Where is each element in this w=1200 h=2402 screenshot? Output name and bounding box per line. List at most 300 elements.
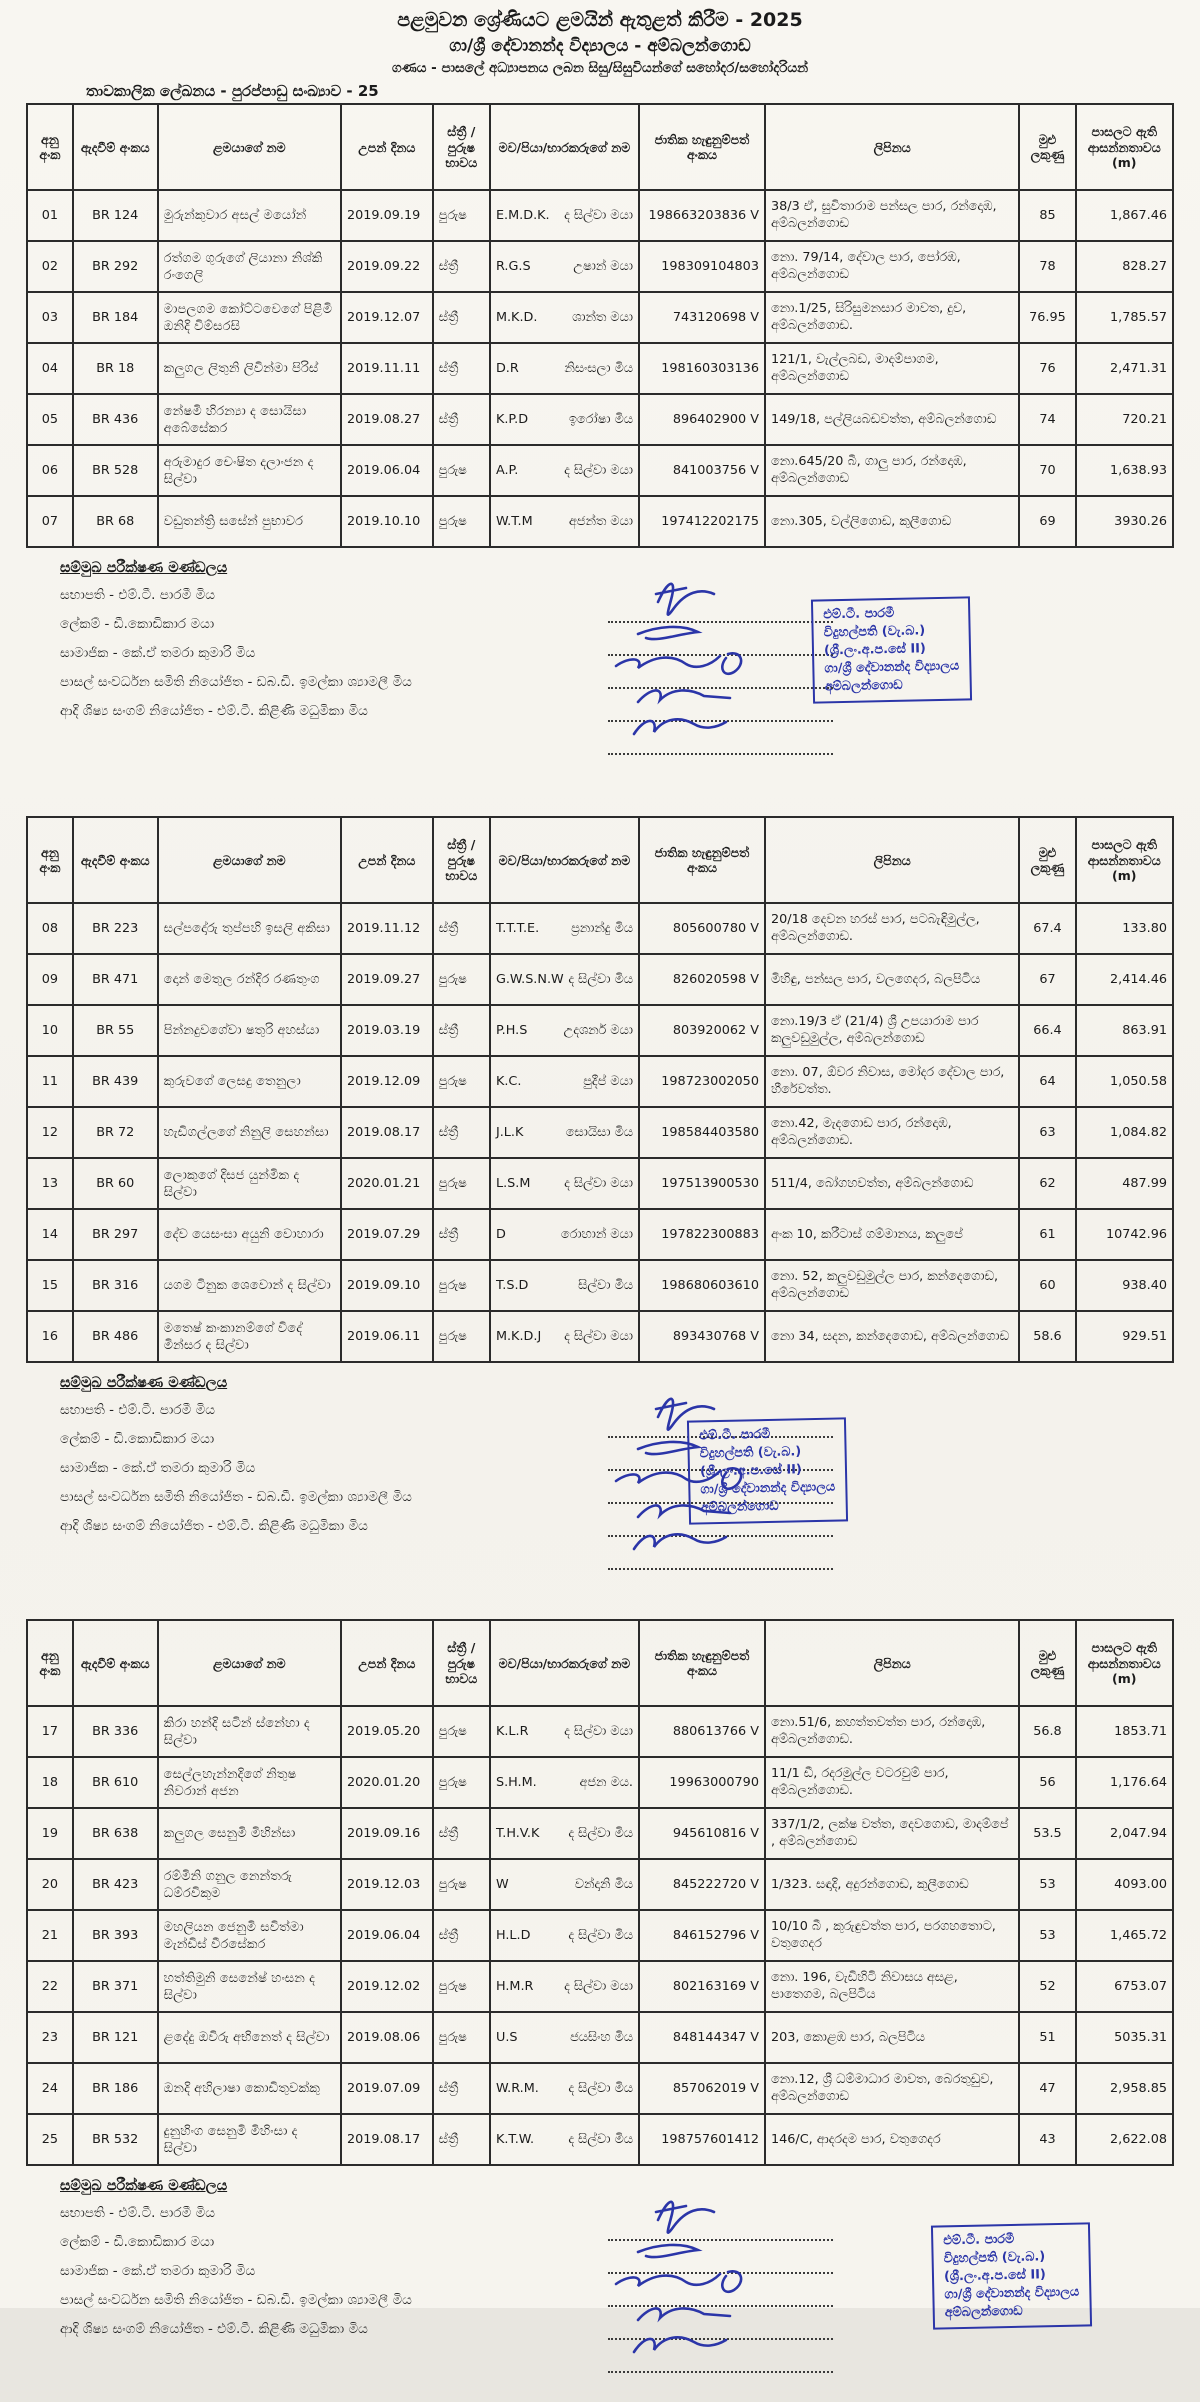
col-address: ලිපිනය [765, 1620, 1019, 1706]
section-2 [26, 816, 1174, 1573]
cell-dob: 2019.06.04 [341, 445, 433, 496]
board-member-line: ලේකම් - ඩී.කොඩිකාර මයා [60, 1431, 215, 1448]
cell-admission-no: BR 68 [73, 496, 158, 547]
guardian-name: රොහාන් මයා [560, 1226, 633, 1242]
cell-guardian [490, 343, 639, 394]
cell-address: නො. 07, ඕවර නිවාස, මෝදර දේවාල පාර, හීරේවත්ත. [765, 1056, 1019, 1107]
col-address: ලිපිනය [765, 817, 1019, 903]
table-header-row [27, 1620, 1173, 1706]
table-row [27, 1808, 1173, 1859]
guardian-initials: M.K.D.J [495, 1328, 542, 1344]
cell-child-name: රම්මිනි ගනුල නෙන්තරු ධම්රවිකුම [158, 1859, 341, 1910]
table-row [27, 445, 1173, 496]
cell-serial: 05 [27, 394, 73, 445]
cell-serial: 14 [27, 1209, 73, 1260]
guardian-initials: M.K.D. [495, 309, 538, 325]
cell-guardian [490, 1056, 639, 1107]
cell-address: 337/1/2, ලක්ෂ වත්ත, දෙවගොඩ, මාදම්පේ , අම්බලන්ගොඩ [765, 1808, 1019, 1859]
cell-address: 203, කොළඹ පාර, බලපිටිය [765, 2012, 1019, 2063]
board-member-line: ආදි ශිෂ්‍ය සංගම් නියෝජිත - එම්.ටී. කිළිණි මධුමිකා මිය [60, 703, 368, 720]
col-guardian-name: මව/පියා/භාරකරුගේ නම [490, 104, 639, 190]
cell-address: නො.1/25, සිරිසුමනසාර මාවත, දුව, අම්බලන්ගොඩ. [765, 292, 1019, 343]
table-row [27, 1706, 1173, 1757]
cell-total-marks: 62 [1019, 1158, 1075, 1209]
guardian-initials: W.T.M [495, 513, 533, 529]
document-title: පළමුවන ශ්‍රේණියට ළමයින් ඇතුළත් කිරීම - 2025 [397, 9, 803, 31]
cell-gender: පුරුෂ [433, 496, 490, 547]
col-total-marks: මුළු ලකුණු [1019, 104, 1075, 190]
cell-nic: 841003756 V [639, 445, 765, 496]
cell-gender: ස්ත්‍රී [433, 2063, 490, 2114]
board-member-line: ලේකම් - ඩී.කොඩිකාර මයා [60, 2234, 215, 2251]
guardian-initials: E.M.D.K. [495, 207, 550, 223]
cell-guardian [490, 1260, 639, 1311]
cell-gender: පුරුෂ [433, 2012, 490, 2063]
stamp-line: අම්බලන්ගොඩ [944, 2303, 1023, 2321]
cell-dob: 2019.12.07 [341, 292, 433, 343]
guardian-name: ද සිල්වා මිය [568, 1825, 633, 1841]
cell-nic: 826020598 V [639, 954, 765, 1005]
cell-nic: 848144347 V [639, 2012, 765, 2063]
cell-serial: 17 [27, 1706, 73, 1757]
table-row [27, 190, 1173, 241]
cell-dob: 2019.09.16 [341, 1808, 433, 1859]
cell-nic: 802163169 V [639, 1961, 765, 2012]
table-row [27, 1260, 1173, 1311]
cell-distance: 2,414.46 [1076, 954, 1173, 1005]
board-member-line: සාමාජික - කේ.ඒ තමරා කුමාරි මිය [60, 2263, 256, 2280]
cell-gender: ස්ත්‍රී [433, 1107, 490, 1158]
cell-address: 1/323. සඳාදි, අදුරන්ගොඩ, කුලීගොඩ [765, 1859, 1019, 1910]
guardian-name: අජන්ත මයා [568, 513, 633, 529]
col-child-name: ළමයාගේ නම [158, 104, 341, 190]
cell-gender: ස්ත්‍රී [433, 2114, 490, 2165]
table-row [27, 241, 1173, 292]
interview-board-block-3 [60, 2178, 1174, 2338]
cell-distance: 863.91 [1076, 1005, 1173, 1056]
table-row [27, 343, 1173, 394]
cell-guardian [490, 445, 639, 496]
cell-address: 146/C, ආදරදම පාර, වතුගෙදර [765, 2114, 1019, 2165]
cell-total-marks: 53 [1019, 1859, 1075, 1910]
board-member-line: පාසල් සංවර්ධන සමිති නියෝජිත - ඩබ.ඩී. ඉමල්කා ශ්‍යාමලී මිය [60, 1489, 412, 1506]
guardian-name: පුදීප් මයා [583, 1073, 633, 1089]
cell-total-marks: 58.6 [1019, 1311, 1075, 1362]
interview-board-heading: සම්මුඛ පරීක්ෂණ මණ්ඩලය [60, 560, 228, 577]
table-row [27, 1311, 1173, 1362]
guardian-name: ද සිල්වා මිය [568, 2131, 633, 2147]
cell-gender: පුරුෂ [433, 1260, 490, 1311]
cell-total-marks: 69 [1019, 496, 1075, 547]
cell-admission-no: BR 72 [73, 1107, 158, 1158]
cell-dob: 2020.01.21 [341, 1158, 433, 1209]
cell-distance: 3930.26 [1076, 496, 1173, 547]
col-guardian-name: මව/පියා/භාරකරුගේ නම [490, 1620, 639, 1706]
cell-total-marks: 78 [1019, 241, 1075, 292]
principal-stamp [931, 2223, 1092, 2330]
cell-admission-no: BR 55 [73, 1005, 158, 1056]
cell-child-name: කිරා හන්දි සටින් ස්නේහා ද සිල්වා [158, 1706, 341, 1757]
guardian-name: නිසංසලා මිය [564, 360, 633, 376]
cell-guardian [490, 1107, 639, 1158]
cell-guardian [490, 1910, 639, 1961]
cell-child-name: පින්නදුවගේවා ෂතුරි අහස්යා [158, 1005, 341, 1056]
cell-distance: 2,958.85 [1076, 2063, 1173, 2114]
cell-total-marks: 51 [1019, 2012, 1075, 2063]
cell-admission-no: BR 297 [73, 1209, 158, 1260]
cell-dob: 2019.09.27 [341, 954, 433, 1005]
cell-total-marks: 76 [1019, 343, 1075, 394]
col-serial: අනු අංක [27, 1620, 73, 1706]
cell-admission-no: BR 124 [73, 190, 158, 241]
cell-address: නො 34, සදන, කන්දෙගොඩ, අම්බලන්ගොඩ [765, 1311, 1019, 1362]
guardian-name: සොයිසා මිය [565, 1124, 633, 1140]
cell-guardian [490, 1158, 639, 1209]
cell-child-name: යගම ටිනුක ශෙවොන් ද සිල්වා [158, 1260, 341, 1311]
cell-gender: පුරුෂ [433, 1056, 490, 1107]
cell-gender: පුරුෂ [433, 1706, 490, 1757]
cell-total-marks: 60 [1019, 1260, 1075, 1311]
cell-serial: 01 [27, 190, 73, 241]
cell-nic: 743120698 V [639, 292, 765, 343]
stamp-line: අම්බලන්ගොඩ [824, 677, 903, 695]
cell-serial: 09 [27, 954, 73, 1005]
cell-serial: 23 [27, 2012, 73, 2063]
cell-child-name: රත්ගම ගුරුගේ ලියානා නිශ්කි රංගෙලි [158, 241, 341, 292]
cell-dob: 2019.03.19 [341, 1005, 433, 1056]
admission-table-2 [26, 816, 1174, 1363]
col-guardian-name: මව/පියා/භාරකරුගේ නම [490, 817, 639, 903]
cell-gender: පුරුෂ [433, 1158, 490, 1209]
category-line: ගණය - පාසලේ අධ්‍යාපනය ලබන සිසු/සිසුවියන්ගේ සහෝදර/සහෝදරියන් [391, 59, 809, 76]
cell-nic: 197822300883 [639, 1209, 765, 1260]
cell-admission-no: BR 638 [73, 1808, 158, 1859]
cell-nic: 893430768 V [639, 1311, 765, 1362]
cell-gender: පුරුෂ [433, 1311, 490, 1362]
cell-distance: 133.80 [1076, 903, 1173, 954]
cell-child-name: හත්තිමුනි සෙනේෂ් හංසන ද සිල්වා [158, 1961, 341, 2012]
document-header [26, 8, 1174, 77]
cell-child-name: දුනුහිංග සෙනුමි මිහිංසා ද සිල්වා [158, 2114, 341, 2165]
cell-child-name: අරුමාදුර චෙංෂිත දලාංජන ද සිල්වා [158, 445, 341, 496]
cell-guardian [490, 2114, 639, 2165]
cell-distance: 1,867.46 [1076, 190, 1173, 241]
cell-distance: 828.27 [1076, 241, 1173, 292]
guardian-name: වන්දානි මිය [574, 1876, 633, 1892]
table-header-row [27, 104, 1173, 190]
cell-guardian [490, 954, 639, 1005]
cell-distance: 1,638.93 [1076, 445, 1173, 496]
cell-dob: 2019.11.12 [341, 903, 433, 954]
guardian-initials: S.H.M. [495, 1774, 537, 1790]
cell-admission-no: BR 532 [73, 2114, 158, 2165]
table-row [27, 2012, 1173, 2063]
cell-child-name: සල්පදෝරු තුප්පහි ඉසලි අකිසා [158, 903, 341, 954]
cell-distance: 2,622.08 [1076, 2114, 1173, 2165]
cell-serial: 03 [27, 292, 73, 343]
stamp-line: විදුහල්පති (වැ.බ.) [943, 2249, 1046, 2267]
cell-child-name: හැඩිගල්ලගේ නිනුලි සෙහන්සා [158, 1107, 341, 1158]
cell-total-marks: 56 [1019, 1757, 1075, 1808]
cell-admission-no: BR 528 [73, 445, 158, 496]
stamp-line: විදුහල්පති (වැ.බ.) [699, 1444, 802, 1462]
table-row [27, 1005, 1173, 1056]
cell-gender: ස්ත්‍රී [433, 394, 490, 445]
cell-nic: 198663203836 V [639, 190, 765, 241]
signature-line [608, 689, 833, 722]
cell-admission-no: BR 223 [73, 903, 158, 954]
guardian-initials: P.H.S [495, 1022, 528, 1038]
cell-child-name: දොන් මෙතුල රන්දිර රණතුංග [158, 954, 341, 1005]
cell-serial: 12 [27, 1107, 73, 1158]
cell-dob: 2019.11.11 [341, 343, 433, 394]
table-row [27, 496, 1173, 547]
cell-address: නො. 196, වැඩිහිටි නිවාසය අසළ, පාතෙගම, බලපිටිය [765, 1961, 1019, 2012]
cell-distance: 1,084.82 [1076, 1107, 1173, 1158]
signature-lines [608, 2208, 858, 2373]
guardian-initials: H.M.R [495, 1978, 534, 1994]
cell-dob: 2019.05.20 [341, 1706, 433, 1757]
admission-table-1 [26, 103, 1174, 548]
cell-gender: පුරුෂ [433, 445, 490, 496]
cell-distance: 720.21 [1076, 394, 1173, 445]
cell-address: නො.42, මැදගොඩ පාර, රන්දොඹ, අම්බලන්ගොඩ. [765, 1107, 1019, 1158]
guardian-name: ද සිල්වා මයා [564, 462, 633, 478]
cell-admission-no: BR 436 [73, 394, 158, 445]
guardian-initials: T.H.V.K [495, 1825, 540, 1841]
table-row [27, 394, 1173, 445]
cell-nic: 198309104803 [639, 241, 765, 292]
cell-address: නො.51/6, කහත්තවත්ත පාර, රන්දොඹ, අම්බලන්ගොඩ. [765, 1706, 1019, 1757]
cell-nic: 198584403580 [639, 1107, 765, 1158]
guardian-name: ද සිල්වා මිය [568, 971, 633, 987]
guardian-name: ද සිල්වා මයා [564, 1328, 633, 1344]
cell-gender: ස්ත්‍රී [433, 1005, 490, 1056]
cell-distance: 4093.00 [1076, 1859, 1173, 1910]
cell-serial: 21 [27, 1910, 73, 1961]
cell-child-name: නේෂමි හිරන්‍යා ද සොයිසා අබේසේකර [158, 394, 341, 445]
cell-dob: 2019.12.09 [341, 1056, 433, 1107]
cell-admission-no: BR 471 [73, 954, 158, 1005]
cell-distance: 2,471.31 [1076, 343, 1173, 394]
cell-child-name: කුරුවගේ ලෙසදු තෙනුලා [158, 1056, 341, 1107]
board-member-line: ආදි ශිෂ්‍ය සංගම් නියෝජිත - එම්.ටී. කිළිණි මධුමිකා මිය [60, 1518, 368, 1535]
guardian-initials: W.R.M. [495, 2080, 539, 2096]
cell-guardian [490, 1706, 639, 1757]
cell-child-name: මාපලගම කෝට්ටවෙගේ පිළිමි ඔනිදි විම්සරසි [158, 292, 341, 343]
cell-gender: පුරුෂ [433, 1757, 490, 1808]
col-child-name: ළමයාගේ නම [158, 817, 341, 903]
cell-dob: 2019.07.09 [341, 2063, 433, 2114]
list-type-line: තාවකාලික ලේඛනය - පුරප්පාඩු සංඛ්‍යාව - 25 [86, 82, 379, 101]
table-row [27, 2063, 1173, 2114]
cell-total-marks: 85 [1019, 190, 1075, 241]
interview-board-heading: සම්මුඛ පරීක්ෂණ මණ්ඩලය [60, 2178, 228, 2195]
guardian-initials: K.C. [495, 1073, 522, 1089]
cell-dob: 2019.09.22 [341, 241, 433, 292]
guardian-name: ජයසිංහ මිය [570, 2029, 633, 2045]
board-member-line: ආදි ශිෂ්‍ය සංගම් නියෝජිත - එම්.ටී. කිළිණි මධුමිකා මිය [60, 2321, 368, 2338]
cell-serial: 19 [27, 1808, 73, 1859]
cell-gender: පුරුෂ [433, 1961, 490, 2012]
cell-dob: 2019.06.04 [341, 1910, 433, 1961]
guardian-initials: A.P. [495, 462, 519, 478]
cell-distance: 938.40 [1076, 1260, 1173, 1311]
col-child-name: ළමයාගේ නම [158, 1620, 341, 1706]
cell-total-marks: 47 [1019, 2063, 1075, 2114]
signature-line [608, 590, 833, 623]
col-total-marks: මුළු ලකුණු [1019, 1620, 1075, 1706]
cell-distance: 929.51 [1076, 1311, 1173, 1362]
cell-guardian [490, 1757, 639, 1808]
board-member-line: ලේකම් - ඩී.කොඩිකාර මයා [60, 616, 215, 633]
section-3 [26, 1619, 1174, 2338]
cell-gender: ස්ත්‍රී [433, 241, 490, 292]
cell-address: 121/1, වැල්ලබඩ, මාදම්පාගම, අම්බලන්ගොඩ [765, 343, 1019, 394]
cell-gender: පුරුෂ [433, 1859, 490, 1910]
cell-admission-no: BR 423 [73, 1859, 158, 1910]
cell-dob: 2019.12.02 [341, 1961, 433, 2012]
cell-serial: 04 [27, 343, 73, 394]
cell-admission-no: BR 184 [73, 292, 158, 343]
cell-address: නො.19/3 ඒ (21/4) ශ්‍රී උපයාරාම පාර කලුවඩුමුල්ල, අම්බලන්ගොඩ [765, 1005, 1019, 1056]
guardian-name: ද සිල්වා මයා [564, 207, 633, 223]
guardian-initials: H.L.D [495, 1927, 531, 1943]
table-row [27, 1158, 1173, 1209]
signature-line [608, 2340, 833, 2373]
cell-child-name: මතෙෂ් කංකානම්ගේ විදේ මින්සර ද සිල්වා [158, 1311, 341, 1362]
signature-line [608, 623, 833, 656]
cell-guardian [490, 1808, 639, 1859]
cell-total-marks: 76.95 [1019, 292, 1075, 343]
cell-distance: 1,785.57 [1076, 292, 1173, 343]
interview-board-block-1 [60, 560, 1174, 758]
cell-dob: 2019.09.10 [341, 1260, 433, 1311]
col-distance: පාසලට ඇති ආසන්නතාවය (m) [1076, 104, 1173, 190]
cell-gender: ස්ත්‍රී [433, 343, 490, 394]
cell-total-marks: 64 [1019, 1056, 1075, 1107]
cell-guardian [490, 903, 639, 954]
col-serial: අනු අංක [27, 817, 73, 903]
guardian-name: උදශර්න මයා [563, 1022, 633, 1038]
cell-address: නො. 52, කලුවඩුමුල්ල පාර, කන්දෙගොඩ, අම්බලන්ගොඩ [765, 1260, 1019, 1311]
col-gender: ස්ත්‍රී /පුරුෂ භාවය [433, 817, 490, 903]
cell-total-marks: 67 [1019, 954, 1075, 1005]
signature-line [608, 2208, 833, 2241]
cell-child-name: කලුගල සෙනුමි මිහින්සා [158, 1808, 341, 1859]
cell-admission-no: BR 336 [73, 1706, 158, 1757]
guardian-initials: G.W.S.N.W [495, 971, 564, 987]
cell-serial: 10 [27, 1005, 73, 1056]
cell-child-name: දේව යෙසංසා අයුනි වොහාරා [158, 1209, 341, 1260]
col-admission-no: ඇදවීම් අංකය [73, 1620, 158, 1706]
cell-serial: 15 [27, 1260, 73, 1311]
cell-address: 10/10 බී , කුරුඳුවත්ත පාර, පරගහතොට, වතුගෙදර [765, 1910, 1019, 1961]
guardian-name: උෂාන් මයා [573, 258, 633, 274]
cell-guardian [490, 190, 639, 241]
board-member-line: සාමාජික - කේ.ඒ තමරා කුමාරි මිය [60, 1460, 256, 1477]
stamp-line: (ශ්‍රී.ලං.අ.ප.සේ II) [823, 641, 926, 659]
table-row [27, 2114, 1173, 2165]
table-row [27, 1209, 1173, 1260]
cell-address: නො.12, ශ්‍රී ධම්මාධාර මාවත, බෙරතුඩුව, අම්බලන්ගොඩ [765, 2063, 1019, 2114]
board-member-line: සාමාජික - කේ.ඒ තමරා කුමාරි මිය [60, 645, 256, 662]
cell-gender: ස්ත්‍රී [433, 1910, 490, 1961]
signature-line [608, 1537, 833, 1570]
guardian-initials: L.S.M [495, 1175, 531, 1191]
cell-dob: 2019.08.06 [341, 2012, 433, 2063]
cell-guardian [490, 1209, 639, 1260]
cell-serial: 11 [27, 1056, 73, 1107]
cell-address: අංක 10, කරීටාස් ගම්මානය, කලුපේ [765, 1209, 1019, 1260]
stamp-line: ගා/ශ්‍රී දේවානන්ද විද්‍යාලය [944, 2284, 1080, 2303]
signature-line [608, 2307, 833, 2340]
col-distance: පාසලට ඇති ආසන්නතාවය (m) [1076, 1620, 1173, 1706]
cell-dob: 2020.01.20 [341, 1757, 433, 1808]
cell-child-name: කලුගල ලිතුනි ලිවින්මා පිරිස් [158, 343, 341, 394]
guardian-initials: J.L.K [495, 1124, 524, 1140]
cell-nic: 198723002050 [639, 1056, 765, 1107]
cell-address: නො.645/20 බී, ගාලු පාර, රන්දොඹ, අම්බලන්ගොඩ [765, 445, 1019, 496]
guardian-initials: D.R [495, 360, 519, 376]
cell-dob: 2019.08.27 [341, 394, 433, 445]
cell-admission-no: BR 316 [73, 1260, 158, 1311]
cell-distance: 1,465.72 [1076, 1910, 1173, 1961]
cell-admission-no: BR 393 [73, 1910, 158, 1961]
board-member-line: සභාපති - එම්.ටී. පාරමී මිය [60, 2205, 215, 2222]
cell-serial: 13 [27, 1158, 73, 1209]
col-nic: ජාතික හැඳුනුම්පත් අංකය [639, 817, 765, 903]
cell-guardian [490, 1005, 639, 1056]
cell-dob: 2019.09.19 [341, 190, 433, 241]
col-dob: උපන් දිනය [341, 1620, 433, 1706]
cell-nic: 19963000790 [639, 1757, 765, 1808]
cell-address: නො. 79/14, දේවාල පාර, පෝරඹ, අම්බලන්ගොඩ [765, 241, 1019, 292]
board-member-line: සභාපති - එම්.ටී. පාරමී මිය [60, 587, 215, 604]
cell-admission-no: BR 371 [73, 1961, 158, 2012]
cell-distance: 10742.96 [1076, 1209, 1173, 1260]
guardian-name: ද සිල්වා මිය [568, 1927, 633, 1943]
cell-guardian [490, 241, 639, 292]
cell-total-marks: 74 [1019, 394, 1075, 445]
guardian-name: ශාන්ත මයා [572, 309, 633, 325]
guardian-initials: U.S [495, 2029, 518, 2045]
cell-gender: පුරුෂ [433, 954, 490, 1005]
cell-distance: 1853.71 [1076, 1706, 1173, 1757]
col-admission-no: ඇදවීම් අංකය [73, 104, 158, 190]
table-header-row [27, 817, 1173, 903]
guardian-initials: K.T.W. [495, 2131, 535, 2147]
col-serial: අනු අංක [27, 104, 73, 190]
cell-total-marks: 43 [1019, 2114, 1075, 2165]
cell-distance: 487.99 [1076, 1158, 1173, 1209]
col-gender: ස්ත්‍රී /පුරුෂ භාවය [433, 1620, 490, 1706]
cell-serial: 06 [27, 445, 73, 496]
cell-gender: පුරුෂ [433, 190, 490, 241]
col-nic: ජාතික හැඳුනුම්පත් අංකය [639, 1620, 765, 1706]
cell-serial: 07 [27, 496, 73, 547]
table-row [27, 1859, 1173, 1910]
interview-board-block-2 [60, 1375, 1174, 1573]
cell-child-name: ඔනදි අහිලාෂා කොඩිතුවක්කු [158, 2063, 341, 2114]
guardian-initials: T.T.T.E. [495, 920, 540, 936]
cell-total-marks: 52 [1019, 1961, 1075, 2012]
cell-distance: 2,047.94 [1076, 1808, 1173, 1859]
cell-guardian [490, 496, 639, 547]
table-row [27, 954, 1173, 1005]
cell-address: 511/4, බෝගහවත්ත, අම්බලන්ගොඩ [765, 1158, 1019, 1209]
cell-nic: 846152796 V [639, 1910, 765, 1961]
